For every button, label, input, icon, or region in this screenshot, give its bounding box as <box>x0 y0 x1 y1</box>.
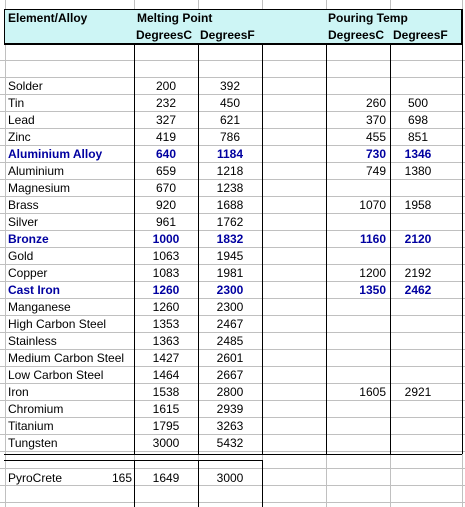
element-name-cell[interactable]: Medium Carbon Steel <box>8 351 125 365</box>
pouring-c-cell[interactable]: 749 <box>365 164 386 178</box>
pouring-c-cell[interactable]: 260 <box>365 96 386 110</box>
element-name-cell[interactable]: Gold <box>8 249 34 263</box>
pouring-c-cell[interactable]: 1605 <box>359 385 386 399</box>
grid-hline <box>0 468 465 469</box>
element-name-cell[interactable]: Copper <box>8 266 48 280</box>
element-name-cell[interactable]: Chromium <box>8 402 64 416</box>
melting-f-cell[interactable]: 1218 <box>216 164 244 178</box>
melting-f-cell[interactable]: 1688 <box>216 198 244 212</box>
header-element-alloy[interactable]: Element/Alloy <box>8 11 88 25</box>
pouring-f-cell[interactable] <box>390 435 446 451</box>
pouring-c-cell[interactable] <box>326 401 386 417</box>
melting-c-cell[interactable]: 659 <box>155 164 177 178</box>
pouring-f-cell[interactable] <box>390 316 446 332</box>
pouring-f-cell[interactable] <box>390 333 446 349</box>
element-name-cell[interactable]: Tungsten <box>8 436 58 450</box>
header-pouring-degf[interactable]: DegreesF <box>393 28 448 42</box>
melting-f-cell[interactable]: 2485 <box>216 334 244 348</box>
melting-f-cell[interactable]: 2800 <box>216 385 244 399</box>
melting-f-cell[interactable]: 1832 <box>216 232 244 246</box>
column-border <box>262 460 263 507</box>
pouring-f-cell[interactable]: 2120 <box>404 232 432 246</box>
header-pouring-degc[interactable]: DegreesC <box>328 28 385 42</box>
pouring-f-cell[interactable] <box>390 214 446 230</box>
pouring-f-cell[interactable] <box>390 78 446 94</box>
melting-c-cell[interactable]: 419 <box>155 130 177 144</box>
melting-c-cell[interactable]: 3000 <box>152 436 180 450</box>
melting-c-cell[interactable]: 1353 <box>152 317 180 331</box>
melting-f-cell[interactable]: 2467 <box>216 317 244 331</box>
pouring-c-cell[interactable] <box>326 333 386 349</box>
pouring-c-cell[interactable] <box>326 367 386 383</box>
pouring-c-cell[interactable]: 1070 <box>359 198 386 212</box>
row-border <box>4 44 462 45</box>
melting-f-cell[interactable]: 621 <box>219 113 241 127</box>
melting-f-cell[interactable]: 1945 <box>216 249 244 263</box>
pouring-c-cell[interactable]: 370 <box>365 113 386 127</box>
row-border <box>4 454 462 455</box>
pouring-f-cell[interactable] <box>390 418 446 434</box>
pouring-c-cell[interactable]: 1350 <box>359 283 386 297</box>
column-border <box>262 26 263 454</box>
row-border <box>4 460 262 461</box>
melting-c-cell[interactable]: 327 <box>155 113 177 127</box>
melting-f-cell[interactable]: 3263 <box>216 419 244 433</box>
footer-melting-f[interactable]: 3000 <box>216 471 244 485</box>
melting-c-cell[interactable]: 920 <box>155 198 177 212</box>
footer-melting-c[interactable]: 1649 <box>152 471 180 485</box>
element-name-cell[interactable]: Stainless <box>8 334 57 348</box>
pouring-f-cell[interactable]: 2192 <box>404 266 432 280</box>
element-name-cell[interactable]: Bronze <box>8 232 49 246</box>
element-name-cell[interactable]: Manganese <box>8 300 71 314</box>
melting-f-cell[interactable]: 2300 <box>216 300 244 314</box>
melting-f-cell[interactable]: 2667 <box>216 368 244 382</box>
melting-f-cell[interactable]: 450 <box>219 96 241 110</box>
melting-c-cell[interactable]: 1464 <box>152 368 180 382</box>
melting-c-cell[interactable]: 232 <box>155 96 177 110</box>
melting-f-cell[interactable]: 1981 <box>216 266 244 280</box>
melting-c-cell[interactable]: 1000 <box>152 232 180 246</box>
melting-c-cell[interactable]: 1063 <box>152 249 180 263</box>
melting-c-cell[interactable]: 1538 <box>152 385 180 399</box>
melting-c-cell[interactable]: 200 <box>155 79 177 93</box>
pouring-c-cell[interactable] <box>326 214 386 230</box>
melting-c-cell[interactable]: 1083 <box>152 266 180 280</box>
pouring-f-cell[interactable]: 1380 <box>404 164 432 178</box>
melting-c-cell[interactable]: 1427 <box>152 351 180 365</box>
element-name-cell[interactable]: High Carbon Steel <box>8 317 107 331</box>
pouring-f-cell[interactable] <box>390 299 446 315</box>
element-name-cell[interactable]: Cast Iron <box>8 283 61 297</box>
footer-extra[interactable]: 165 <box>111 471 132 485</box>
pouring-f-cell[interactable]: 851 <box>407 130 429 144</box>
element-name-cell[interactable]: Silver <box>8 215 39 229</box>
melting-f-cell[interactable]: 2300 <box>216 283 244 297</box>
element-name-cell[interactable]: Tin <box>8 96 25 110</box>
header-melting-point[interactable]: Melting Point <box>137 11 213 25</box>
element-name-cell[interactable]: Brass <box>8 198 39 212</box>
header-pouring-temp[interactable]: Pouring Temp <box>328 11 408 25</box>
pouring-c-cell[interactable]: 455 <box>365 130 386 144</box>
pouring-f-cell[interactable]: 698 <box>407 113 429 127</box>
pouring-c-cell[interactable] <box>326 299 386 315</box>
element-name-cell[interactable]: Aluminium <box>8 164 65 178</box>
pouring-f-cell[interactable] <box>390 367 446 383</box>
element-name-cell[interactable]: Solder <box>8 79 43 93</box>
melting-f-cell[interactable]: 1184 <box>216 147 244 161</box>
melting-f-cell[interactable]: 786 <box>219 130 241 144</box>
melting-c-cell[interactable]: 1795 <box>152 419 180 433</box>
pouring-c-cell[interactable] <box>326 418 386 434</box>
pouring-c-cell[interactable]: 730 <box>365 147 386 161</box>
melting-c-cell[interactable]: 1615 <box>152 402 180 416</box>
pouring-c-cell[interactable]: 1200 <box>359 266 386 280</box>
header-melting-degf[interactable]: DegreesF <box>200 28 255 42</box>
header-melting-degc[interactable]: DegreesC <box>136 28 193 42</box>
melting-c-cell[interactable]: 961 <box>155 215 177 229</box>
pouring-f-cell[interactable] <box>390 248 446 264</box>
pouring-c-cell[interactable] <box>326 435 386 451</box>
pouring-f-cell[interactable] <box>390 180 446 196</box>
pouring-c-cell[interactable] <box>326 78 386 94</box>
pouring-f-cell[interactable]: 2462 <box>404 283 432 297</box>
melting-c-cell[interactable]: 1260 <box>152 283 180 297</box>
element-name-cell[interactable]: Lead <box>8 113 35 127</box>
pouring-c-cell[interactable] <box>326 248 386 264</box>
melting-f-cell[interactable]: 392 <box>219 79 241 93</box>
element-name-cell[interactable]: Magnesium <box>8 181 71 195</box>
melting-f-cell[interactable]: 2939 <box>216 402 244 416</box>
pouring-c-cell[interactable] <box>326 350 386 366</box>
melting-f-cell[interactable]: 5432 <box>216 436 244 450</box>
pouring-c-cell[interactable] <box>326 316 386 332</box>
column-border <box>462 9 463 454</box>
pouring-c-cell[interactable] <box>326 180 386 196</box>
element-name-cell[interactable]: Titanium <box>8 419 54 433</box>
element-name-cell[interactable]: Low Carbon Steel <box>8 368 104 382</box>
pouring-f-cell[interactable]: 1958 <box>404 198 432 212</box>
pouring-f-cell[interactable] <box>390 401 446 417</box>
pouring-f-cell[interactable] <box>390 350 446 366</box>
pouring-f-cell[interactable]: 500 <box>407 96 429 110</box>
pouring-f-cell[interactable]: 2921 <box>404 385 432 399</box>
grid-hline <box>0 451 465 452</box>
melting-c-cell[interactable]: 640 <box>155 147 177 161</box>
melting-c-cell[interactable]: 1363 <box>152 334 180 348</box>
element-name-cell[interactable]: Iron <box>8 385 29 399</box>
pouring-f-cell[interactable]: 1346 <box>404 147 432 161</box>
melting-f-cell[interactable]: 2601 <box>216 351 244 365</box>
grid-hline <box>0 60 465 61</box>
footer-name[interactable]: PyroCrete <box>8 471 63 485</box>
melting-f-cell[interactable]: 1238 <box>216 181 244 195</box>
element-name-cell[interactable]: Zinc <box>8 130 31 144</box>
grid-hline <box>0 502 465 503</box>
melting-c-cell[interactable]: 1260 <box>152 300 180 314</box>
element-name-cell[interactable]: Aluminium Alloy <box>8 147 103 161</box>
melting-c-cell[interactable]: 670 <box>155 181 177 195</box>
melting-f-cell[interactable]: 1762 <box>216 215 244 229</box>
pouring-c-cell[interactable]: 1160 <box>359 232 386 246</box>
